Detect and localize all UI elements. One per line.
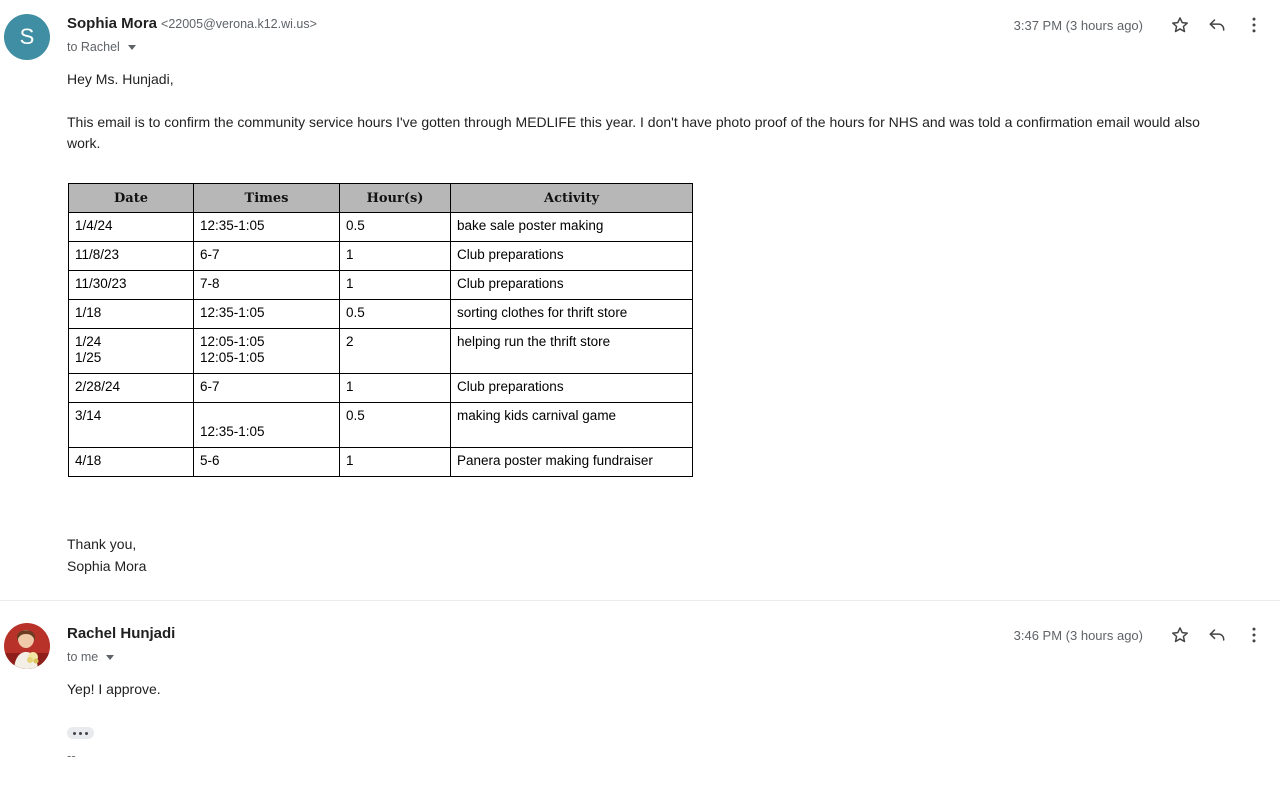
cell-line: 12:35-1:05: [200, 424, 265, 439]
recipient-label: to Rachel: [67, 40, 120, 54]
recipient-details-toggle[interactable]: [67, 40, 136, 54]
cell-date: 11/8/23: [69, 242, 194, 271]
service-hours-table: [68, 183, 693, 477]
more-vert-icon[interactable]: [1240, 13, 1268, 37]
cell-times: 6-7: [194, 242, 340, 271]
email-message-rachel: [0, 601, 1280, 793]
cell-line: 1/25: [75, 350, 102, 365]
table-header-row: [69, 184, 693, 213]
email-greeting: Hey Ms. Hunjadi,: [67, 71, 174, 87]
reply-icon[interactable]: [1203, 13, 1231, 37]
cell-activity: sorting clothes for thrift store: [451, 300, 693, 329]
cell-date: 2/28/24: [69, 374, 194, 403]
star-icon[interactable]: [1166, 623, 1194, 647]
table-row: [69, 374, 693, 403]
cell-hours: 2: [340, 329, 451, 374]
cell-times: [194, 329, 340, 374]
cell-hours: 1: [340, 242, 451, 271]
cell-times: 5-6: [194, 448, 340, 477]
cell-hours: 1: [340, 271, 451, 300]
cell-hours: 1: [340, 448, 451, 477]
cell-times: 12:35-1:05: [194, 213, 340, 242]
cell-line: 12:05-1:05: [200, 350, 265, 365]
table-row: [69, 242, 693, 271]
star-icon[interactable]: [1166, 13, 1194, 37]
column-header: Date: [69, 184, 194, 213]
message-meta: [1014, 13, 1268, 37]
profile-photo-icon: [4, 623, 50, 669]
cell-activity: bake sale poster making: [451, 213, 693, 242]
email-signature: Sophia Mora: [67, 558, 147, 574]
table-row: [69, 403, 693, 448]
sender-avatar[interactable]: S: [4, 14, 50, 60]
ellipsis-icon[interactable]: [67, 727, 94, 739]
paragraph-line: This email is to confirm the community service hours I've gotten through MEDLIFE this year. I don't have photo proof of the hours for NHS and was told a confirmation email would also: [67, 114, 1200, 130]
cell-times: 7-8: [194, 271, 340, 300]
timestamp: 3:46 PM (3 hours ago): [1013, 627, 1143, 643]
cell-times: 12:35-1:05: [194, 300, 340, 329]
cell-line: 12:05-1:05: [200, 334, 265, 349]
cell-times: 6-7: [194, 374, 340, 403]
email-closing: Thank you,: [67, 536, 137, 552]
cell-date: 1/4/24: [69, 213, 194, 242]
table-row: [69, 448, 693, 477]
table-row: [69, 271, 693, 300]
sender-avatar[interactable]: [4, 623, 50, 669]
email-body: Yep! I approve.: [67, 681, 161, 697]
cell-hours: 0.5: [340, 300, 451, 329]
chevron-down-icon[interactable]: [128, 45, 136, 50]
cell-hours: 1: [340, 374, 451, 403]
paragraph-line: work.: [67, 135, 101, 151]
email-paragraph: [67, 112, 1267, 154]
timestamp: 3:37 PM (3 hours ago): [1013, 17, 1143, 33]
cell-date: 4/18: [69, 448, 194, 477]
cell-activity: making kids carnival game: [451, 403, 693, 448]
cell-activity: Club preparations: [451, 242, 693, 271]
cell-date: [69, 329, 194, 374]
sender-name[interactable]: Rachel Hunjadi: [67, 625, 176, 642]
reply-icon[interactable]: [1203, 623, 1231, 647]
cell-date: 3/14: [69, 403, 194, 448]
cell-activity: Panera poster making fundraiser: [451, 448, 693, 477]
cell-hours: 0.5: [340, 213, 451, 242]
sender-info: [67, 625, 175, 645]
cell-line: 1/24: [75, 334, 102, 349]
recipient-details-toggle[interactable]: [67, 650, 114, 664]
cell-activity: helping run the thrift store: [451, 329, 693, 374]
cell-hours: 0.5: [340, 403, 451, 448]
cell-date: 11/30/23: [69, 271, 194, 300]
sender-name[interactable]: Sophia Mora: [67, 15, 158, 32]
cell-activity: Club preparations: [451, 271, 693, 300]
column-header: Times: [194, 184, 340, 213]
sender-info: [67, 15, 317, 35]
table-row: [69, 329, 693, 374]
cell-activity: Club preparations: [451, 374, 693, 403]
cell-times: [194, 403, 340, 448]
message-meta: [1014, 623, 1268, 647]
cell-line: [200, 408, 333, 424]
chevron-down-icon[interactable]: [106, 655, 114, 660]
more-vert-icon[interactable]: [1240, 623, 1268, 647]
column-header: Hour(s): [340, 184, 451, 213]
signature-separator: --: [67, 748, 76, 763]
table-row: [69, 300, 693, 329]
table-row: [69, 213, 693, 242]
recipient-label: to me: [67, 650, 99, 664]
sender-email: <22005@verona.k12.wi.us>: [161, 17, 317, 31]
cell-date: 1/18: [69, 300, 194, 329]
column-header: Activity: [451, 184, 693, 213]
